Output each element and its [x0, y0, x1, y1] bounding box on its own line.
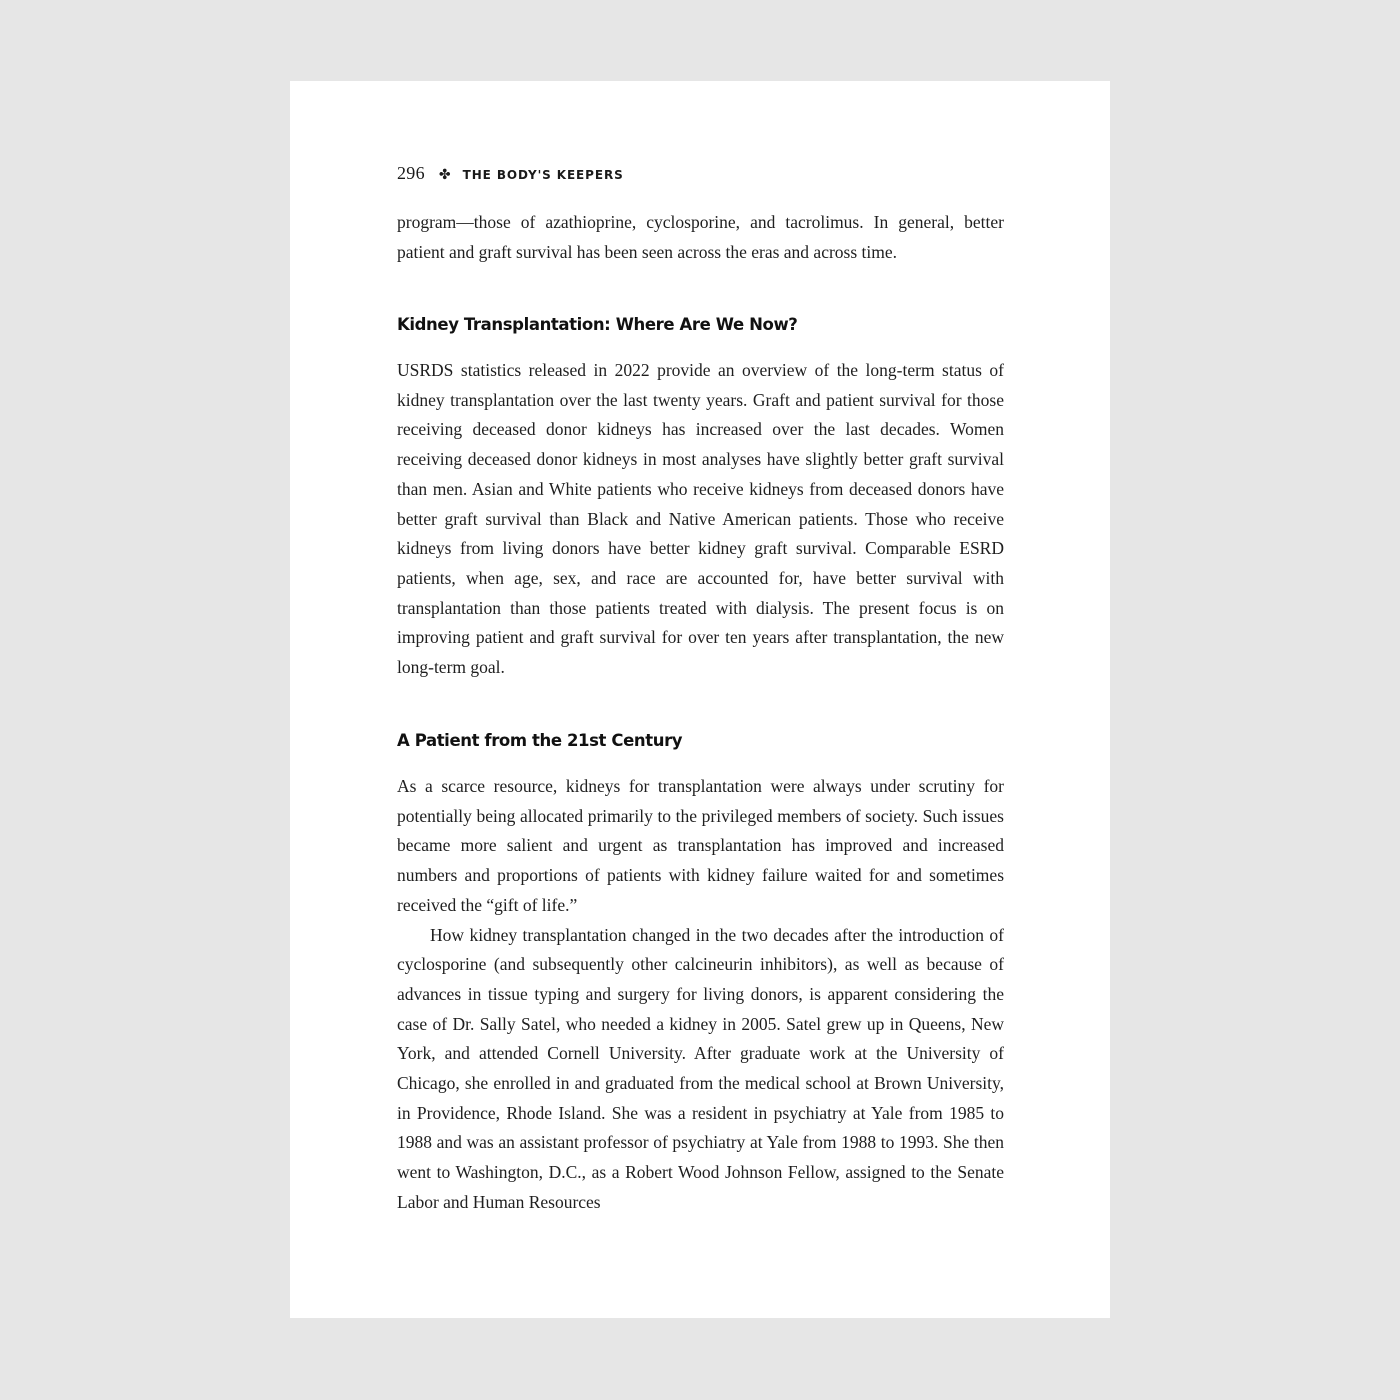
paragraph: program—those of azathioprine, cyclosporine, and tacrolimus. In general, better patient and graft survival has been seen across the eras and across time.: [397, 212, 1004, 262]
paragraph: As a scarce resource, kidneys for transplantation were always under scrutiny for potentially being allocated primarily to the privileged members of society. Such issues became more salient and urgent as transplantation has improved and increased numbers and proportions of patients with kidney failure waited for and sometimes received the “gift of life.”: [397, 776, 1004, 915]
section-body: [397, 772, 1004, 1218]
paragraph: How kidney transplantation changed in the two decades after the introduction of cyclosporine (and subsequently other calcineurin inhibitors), as well as because of advances in tissue typing and surgery for living donors, is apparent considering the case of Dr. Sally Satel, who needed a kidney in 2005. Satel grew up in Queens, New York, and attended Cornell University. After graduate work at the University of Chicago, she enrolled in and graduated from the medical school at Brown University, in Providence, Rhode Island. She was a resident in psychiatry at Yale from 1985 to 1988 and was an assistant professor of psychiatry at Yale from 1988 to 1993. She then went to Washington, D.C., as a Robert Wood Johnson Fellow, assigned to the Senate Labor and Human Resources: [397, 924, 1004, 1212]
section-body: [397, 356, 1004, 683]
fleuron-ornament-icon: ✤: [438, 167, 451, 183]
intro-text: [397, 208, 1004, 267]
page-number: 296: [397, 163, 425, 183]
book-title: THE BODY'S KEEPERS: [462, 168, 624, 182]
running-head: [397, 163, 624, 187]
paragraph: USRDS statistics released in 2022 provide an overview of the long-term status of kidney transplantation over the last twenty years. Graft and patient survival for those receiving deceased donor kidneys has increased over the last decades. Women receiving deceased donor kidneys in most analyses have slightly better graft survival than men. Asian and White patients who receive kidneys from deceased donors have better graft survival than Black and Native American patients. Those who receive kidneys from living donors have better kidney graft survival. Comparable ESRD patients, when age, sex, and race are accounted for, have better survival with transplantation than those patients treated with dialysis. The present focus is on improving patient and graft survival for over ten years after transplantation, the new long-term goal.: [397, 360, 1004, 678]
section-heading: Kidney Transplantation: Where Are We Now?: [397, 315, 798, 334]
book-page: [290, 81, 1110, 1318]
section-heading: A Patient from the 21st Century: [397, 731, 683, 750]
